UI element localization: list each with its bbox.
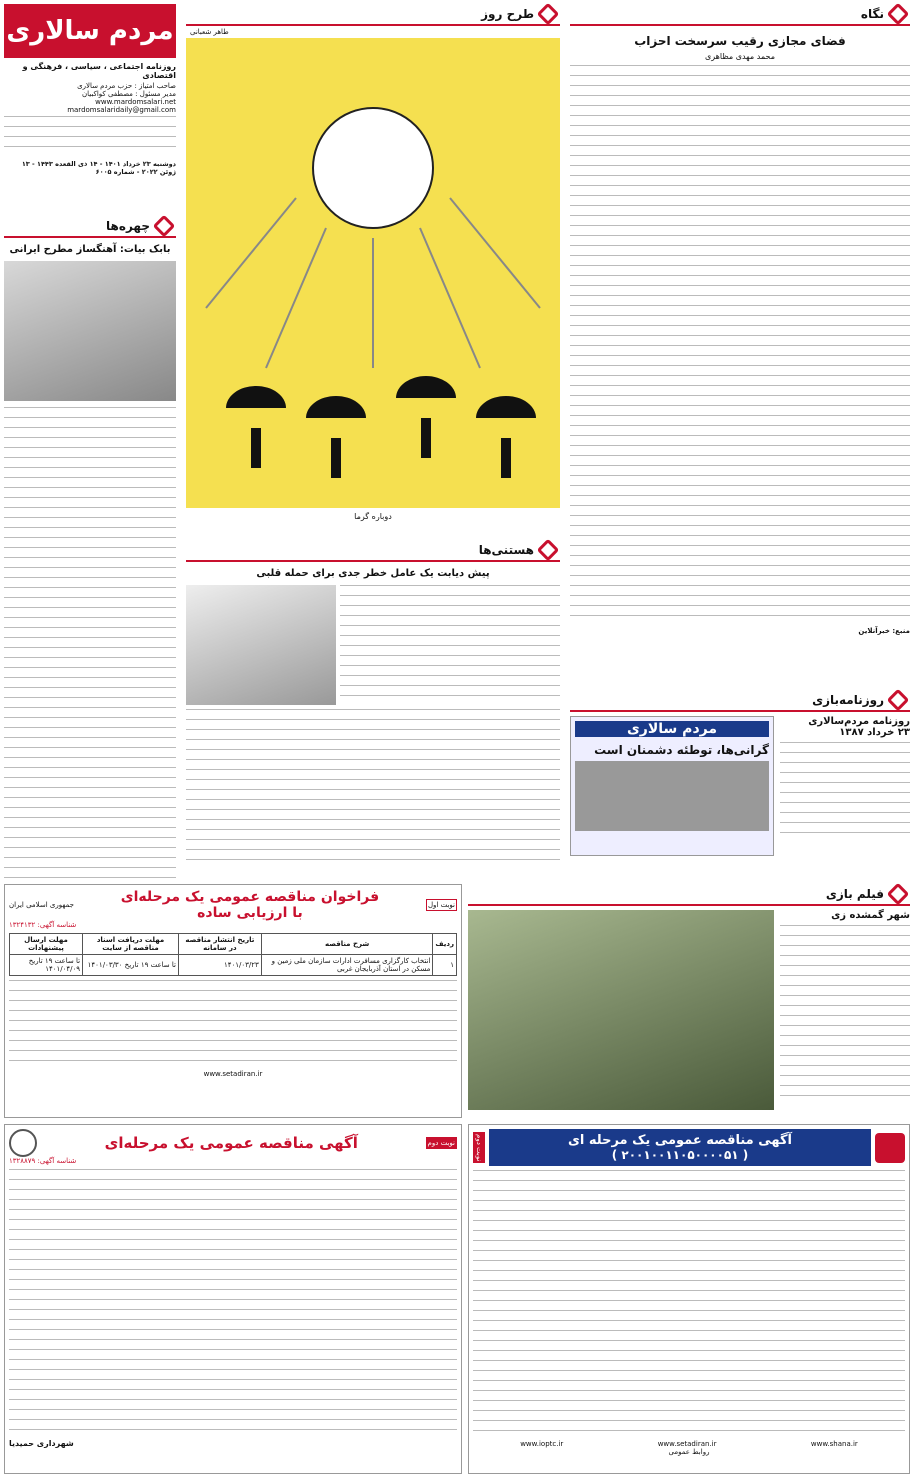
section-logo-icon xyxy=(887,689,910,712)
ad1-id: شناسه آگهی: ۱۳۲۴۱۳۲ xyxy=(9,921,77,929)
ad2-id: شناسه آگهی: ۱۳۲۸۸۷۹ xyxy=(9,1157,77,1165)
table-cell: انتخاب کارگزاری مسافرت ادارات سازمان ملی زمین و مسکن در استان آذربایجان غربی xyxy=(261,955,433,976)
negah-header-label: نگاه xyxy=(860,7,884,21)
table-cell: تا ساعت ۱۹ تاریخ ۱۴۰۱/۰۴/۰۹ xyxy=(10,955,83,976)
masthead-email[interactable]: mardomsalaridaily@gmail.com xyxy=(67,106,176,114)
masthead-contact xyxy=(4,116,176,156)
ad1-col-header: مهلت ارسال پیشنهادات xyxy=(10,934,83,955)
ad2-body xyxy=(9,1169,457,1439)
negah-author: محمد مهدی مظاهری xyxy=(705,52,775,61)
ad1-subtitle: با ارزیابی ساده xyxy=(197,905,303,921)
faces-header xyxy=(4,216,176,238)
cartoon-image xyxy=(186,38,560,508)
health-body xyxy=(186,709,560,869)
masthead-logo: مردم سالاری xyxy=(4,4,176,58)
negah-body xyxy=(570,65,910,625)
bayat-portrait xyxy=(4,261,176,401)
ad1-tender xyxy=(4,884,462,1118)
ad2-logo-icon xyxy=(9,1129,37,1157)
cartoon-caption: دوباره گرما xyxy=(354,512,392,521)
table-cell: ۱۴۰۱/۰۳/۲۳ xyxy=(178,955,261,976)
archive-header xyxy=(570,690,910,712)
film-title: شهر گمشده زی xyxy=(831,910,910,921)
cartoon-header-label: طرح روز xyxy=(481,7,534,21)
archive-section xyxy=(570,690,910,878)
ad1-col-header: تاریخ انتشار مناقصه در سامانه xyxy=(178,934,261,955)
ad3-badge: نوبت دوم xyxy=(475,1133,483,1162)
archive-front-logo: مردم سالاری xyxy=(575,721,769,737)
archive-header-label: روزنامه‌بازی xyxy=(812,693,884,707)
ad3-website[interactable]: www.ioptc.ir xyxy=(520,1440,564,1448)
faces-header-label: چهره‌ها xyxy=(106,219,150,233)
film-still xyxy=(468,910,774,1110)
ad1-col-header: ردیف xyxy=(433,934,457,955)
ad1-badge: نوبت اول xyxy=(427,901,455,909)
cartoon-artist: طاهر شعبانی xyxy=(190,28,229,36)
health-header-label: هستنی‌ها xyxy=(478,543,534,557)
ad3-logo-icon xyxy=(875,1133,905,1163)
health-section xyxy=(186,540,560,878)
archive-front-photo xyxy=(575,761,769,831)
ad1-title: فراخوان مناقصه عمومی یک مرحله‌ای xyxy=(120,889,380,905)
ad2-badge: نوبت دوم xyxy=(427,1139,455,1147)
masthead-director: مدیر مسئول : مصطفی کواکبیان xyxy=(82,90,176,98)
archive-date: ۲۳ خرداد ۱۳۸۷ xyxy=(839,727,910,738)
ad3-website[interactable]: www.setadiran.ir xyxy=(657,1440,717,1448)
section-logo-icon xyxy=(887,883,910,906)
masthead-date: دوشنبه ۲۳ خرداد ۱۴۰۱ - ۱۴ ذی القعده ۱۴۴۳ - ۱۳ ژوئن ۲۰۲۲ - شماره ۶۰۰۵ xyxy=(21,160,176,176)
ad3-body xyxy=(473,1170,905,1440)
health-body-top xyxy=(340,585,560,705)
archive-front-headline: گرانی‌ها، توطئه دشمنان است xyxy=(594,743,769,757)
ad3-tender xyxy=(468,1124,910,1474)
cartoon-drawing xyxy=(186,38,560,508)
negah-section xyxy=(570,4,910,644)
table-cell: تا ساعت ۱۹ تاریخ ۱۴۰۱/۰۳/۳۰ xyxy=(83,955,179,976)
masthead-website[interactable]: www.mardomsalari.net xyxy=(95,98,176,106)
film-section xyxy=(468,884,910,1118)
health-photo xyxy=(186,585,336,705)
section-logo-icon xyxy=(887,3,910,26)
ad1-website[interactable]: www.setadiran.ir xyxy=(203,1070,263,1078)
ad3-footer: روابط عمومی xyxy=(668,1448,710,1456)
ad3-title: آگهی مناقصه عمومی یک مرحله ای xyxy=(567,1133,793,1148)
ad2-footer: شهرداری حمیدیا xyxy=(9,1439,74,1448)
faces-section xyxy=(4,216,176,878)
ad3-number: ( ۲۰۰۱۰۰۱۱۰۵۰۰۰۰۵۱ ) xyxy=(611,1148,749,1162)
ad1-body xyxy=(9,980,457,1070)
cartoon-header xyxy=(186,4,560,26)
film-header-label: فیلم بازی xyxy=(825,887,884,901)
masthead-owner: صاحب امتیاز : حزب مردم سالاری xyxy=(77,82,176,90)
ad3-website[interactable]: www.shana.ir xyxy=(810,1440,858,1448)
negah-source: منبع: خبرآنلاین xyxy=(858,627,910,635)
film-body xyxy=(780,925,910,1105)
ad1-org: جمهوری اسلامی ایران xyxy=(9,901,74,909)
faces-body xyxy=(4,407,176,887)
negah-title: فضای مجازی رقیب سرسخت احزاب xyxy=(634,34,846,48)
table-cell: ۱ xyxy=(433,955,457,976)
ad1-table xyxy=(9,933,457,976)
ad2-title: آگهی مناقصه عمومی یک مرحله‌ای xyxy=(104,1134,358,1152)
health-header xyxy=(186,540,560,562)
faces-title: بابک بیات: آهنگساز مطرح ایرانی xyxy=(9,244,171,255)
archive-body xyxy=(780,742,910,842)
archive-title: روزنامه مردم‌سالاری xyxy=(808,716,910,727)
health-title: پیش دیابت یک عامل خطر جدی برای حمله قلبی xyxy=(256,568,490,579)
film-header xyxy=(468,884,910,906)
ad1-col-header: مهلت دریافت اسناد مناقصه از سایت xyxy=(83,934,179,955)
masthead xyxy=(4,4,176,174)
section-logo-icon xyxy=(537,539,560,562)
masthead-tagline: روزنامه اجتماعی ، سیاسی ، فرهنگی و اقتصادی xyxy=(22,62,176,80)
cartoon-section xyxy=(186,4,560,532)
ad1-col-header: شرح مناقصه xyxy=(261,934,433,955)
archive-front-page xyxy=(570,716,774,856)
table-row xyxy=(10,955,457,976)
negah-header xyxy=(570,4,910,26)
section-logo-icon xyxy=(537,3,560,26)
ad2-tender xyxy=(4,1124,462,1474)
section-logo-icon xyxy=(153,215,176,238)
